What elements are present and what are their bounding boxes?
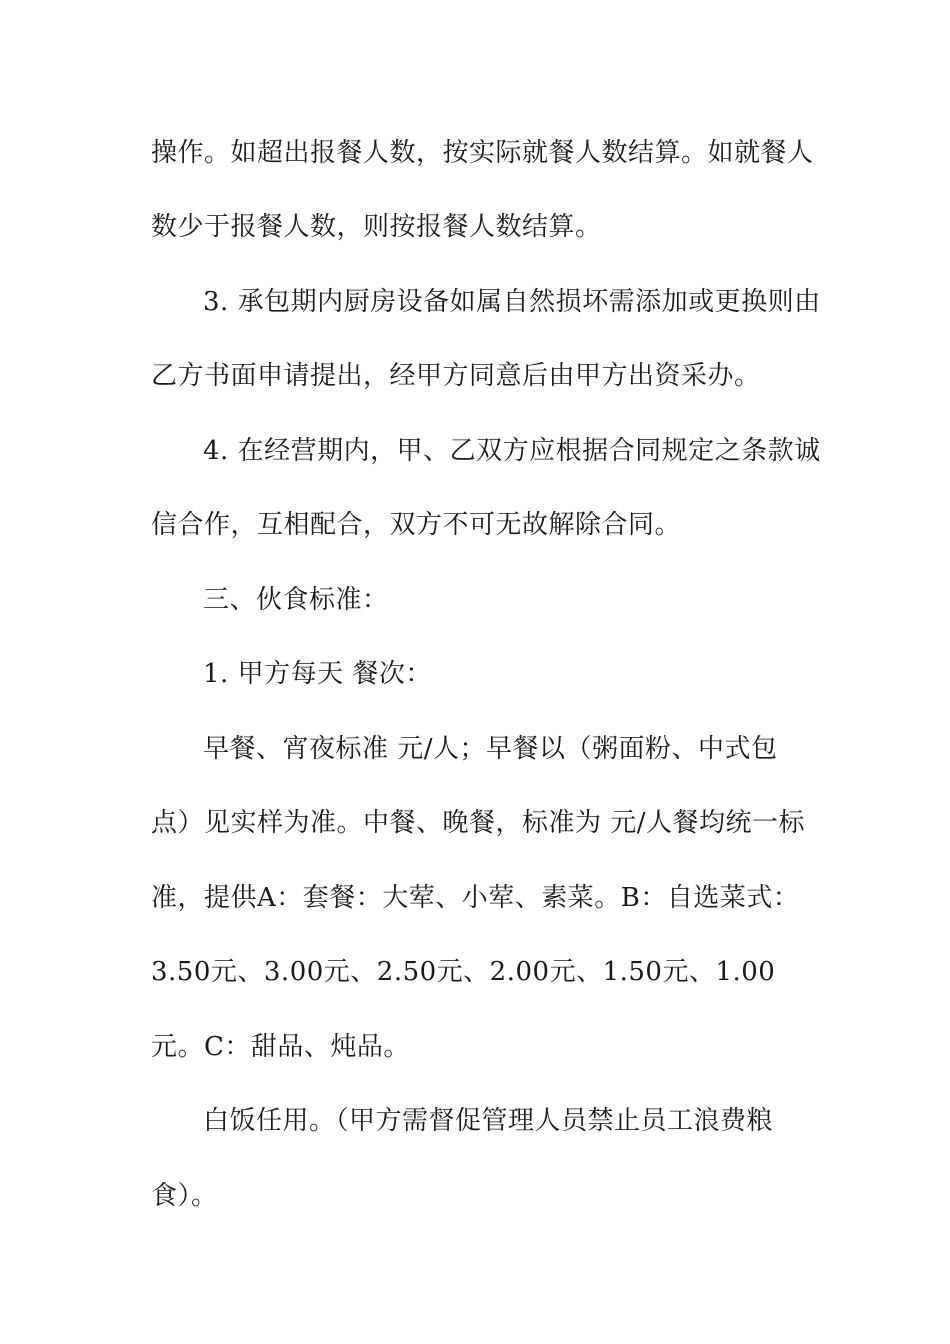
text-line: 早餐、宵夜标准 元/人；早餐以（粥面粉、中式包 [203, 734, 778, 764]
text-line: 元。C：甜品、炖品。 [151, 1032, 410, 1062]
text-line: 1. 甲方每天 餐次： [203, 659, 432, 689]
text-line: 数少于报餐人数，则按报餐人数结算。 [151, 212, 602, 242]
text-line: 4. 在经营期内，甲、乙双方应根据合同规定之条款诚 [203, 436, 821, 466]
section-heading: 三、伙食标准： [203, 585, 389, 615]
text-line: 食）。 [151, 1181, 218, 1211]
text-line: 乙方书面申请提出，经甲方同意后由甲方出资采办。 [151, 361, 761, 391]
text-line: 准，提供A：套餐：大荤、小荤、素菜。B：自选菜式： [151, 883, 800, 913]
text-line: 操作。如超出报餐人数，按实际就餐人数结算。如就餐人 [151, 138, 814, 168]
text-line: 点）见实样为准。中餐、晚餐，标准为 元/人餐均统一标 [151, 808, 806, 838]
text-line: 白饭任用。（甲方需督促管理人员禁止员工浪费粮 [203, 1106, 774, 1136]
text-line: 3. 承包期内厨房设备如属自然损坏需添加或更换则由 [203, 287, 821, 317]
text-line: 信合作，互相配合，双方不可无故解除合同。 [151, 510, 682, 540]
text-line: 3.50元、3.00元、2.50元、2.00元、1.50元、1.00 [151, 957, 776, 987]
